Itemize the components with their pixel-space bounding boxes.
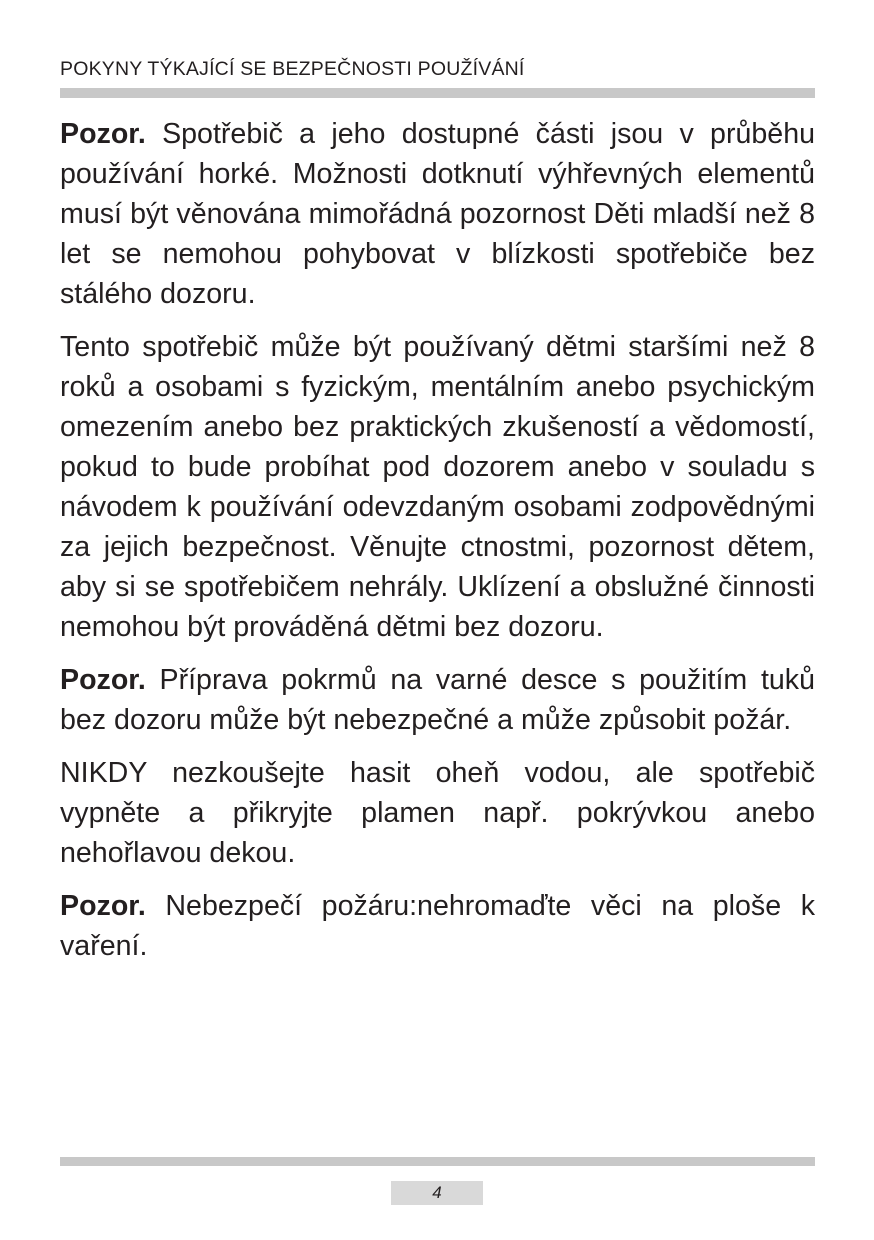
paragraph-text: Tento spotřebič může být používaný dětmi staršími než 8 roků a osobami s fyzickým, mentálním anebo psychickým omezením anebo bez praktických zkušeností a vědomostí, pokud to bude probíhat pod dozorem anebo v souladu s návodem k používání odevzdaným osobami zodpovědnými za jejich bezpečnost. Věnujte ctnostmi, pozornost dětem, aby si se spotřebičem nehrály. Uklízení a obslužné činnosti nemohou být prováděná dětmi bez dozoru. [60,331,815,643]
paragraph-text: Příprava pokrmů na varné desce s použitím tuků bez dozoru může být nebezpečné a může způsobit požár. [60,664,815,736]
paragraph-warning-fats [60,660,815,740]
paragraph-warning-fire [60,886,815,966]
paragraph-text: Spotřebič a jeho dostupné části jsou v průběhu používání horké. Možnosti dotknutí výhřevných elementů musí být věnována mimořádná pozornost Děti mladší než 8 let se nemohou pohybovat v blízkosti spotřebiče bez stálého dozoru. [60,118,815,310]
header-rule [60,88,815,98]
warning-lead: Pozor. [60,664,146,696]
paragraph-children-usage [60,327,815,647]
paragraph-never-water [60,753,815,873]
page-number: 4 [391,1181,483,1205]
paragraph-text: Nebezpečí požáru:nehromaďte věci na ploše k vaření. [60,890,815,962]
warning-lead: Pozor. [60,890,146,922]
page-header-title: POKYNY TÝKAJÍCÍ SE BEZPEČNOSTI POUŽÍVÁNÍ [60,58,525,80]
paragraph-text: NIKDY nezkoušejte hasit oheň vodou, ale spotřebič vypněte a přikryjte plamen např. pokrývkou anebo nehořlavou dekou. [60,757,815,869]
warning-lead: Pozor. [60,118,146,150]
paragraph-warning-hot-parts [60,114,815,314]
footer-rule [60,1157,815,1166]
document-body [60,114,815,979]
